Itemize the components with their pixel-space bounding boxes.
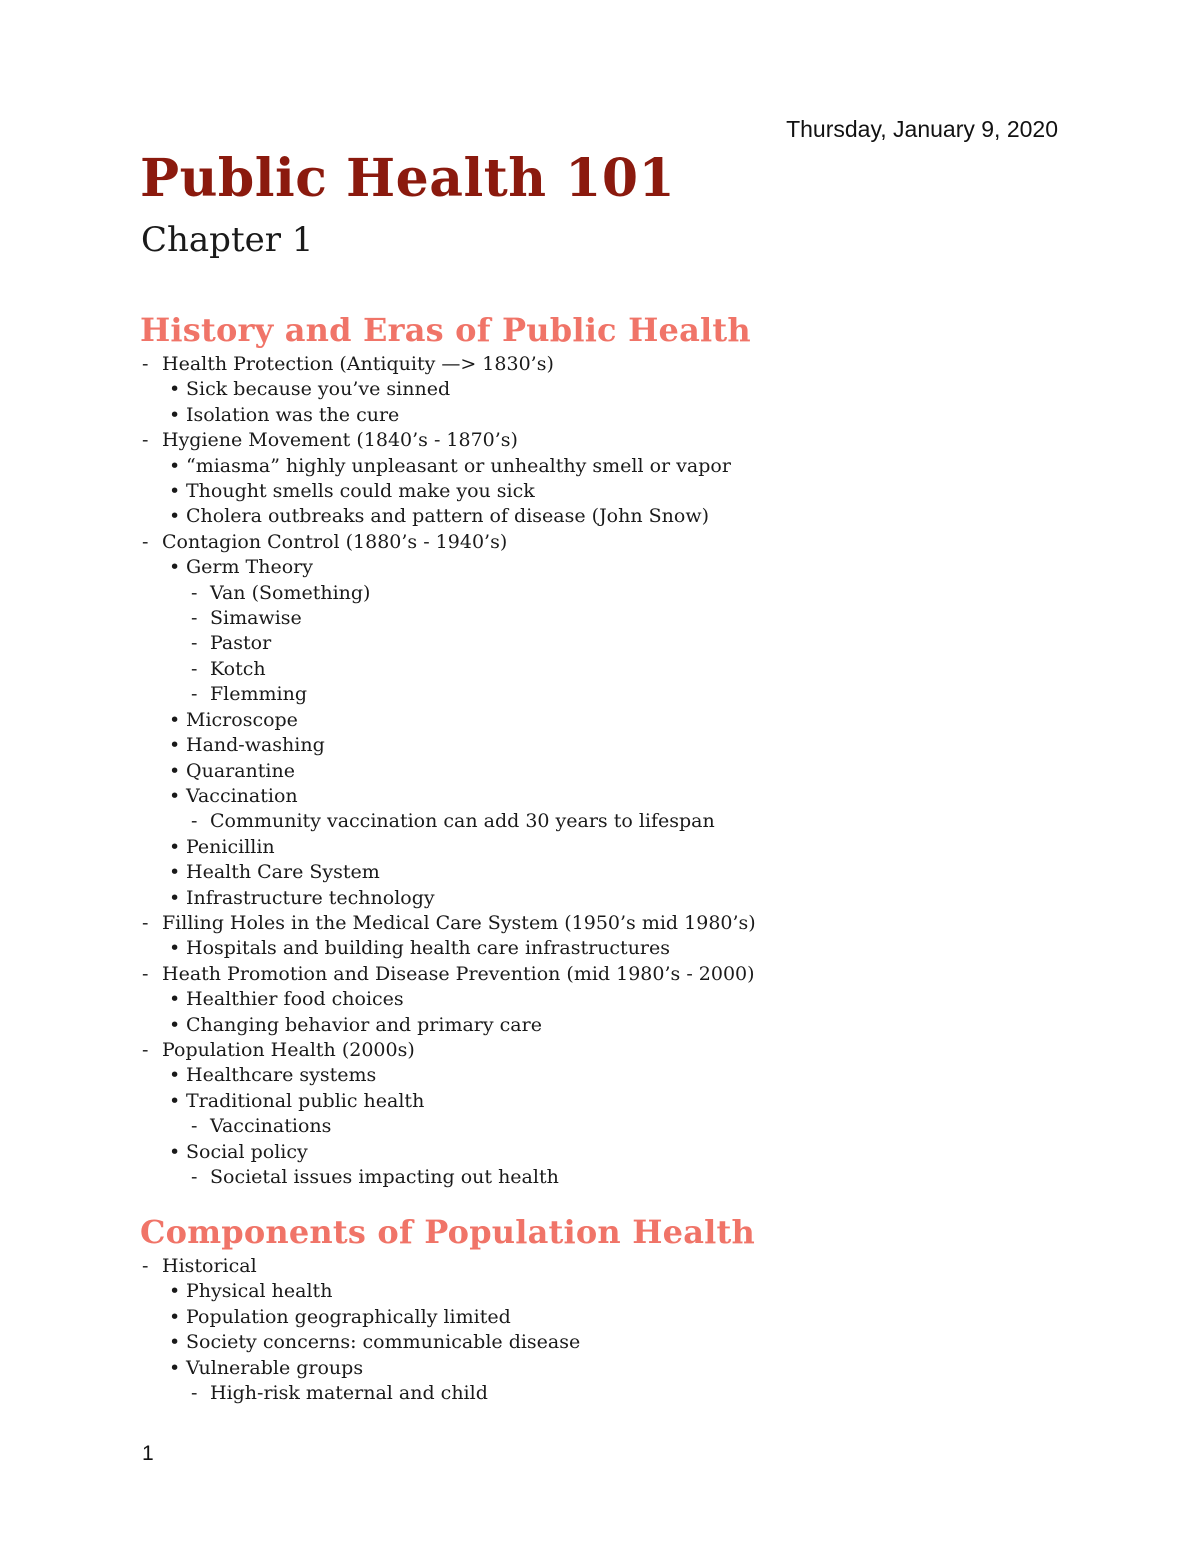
outline-list	[140, 1254, 1140, 1406]
bullet-item	[162, 555, 1140, 707]
bullet-list	[162, 377, 1140, 428]
outline-item	[140, 1038, 1140, 1190]
outline-item-text: Historical	[162, 1255, 257, 1277]
sub-item: - Societal issues impacting out health	[186, 1165, 1140, 1190]
bullet-item-text: Health Care System	[186, 861, 380, 884]
bullet-item-text: Hospitals and building health care infrastructures	[186, 937, 671, 960]
sub-item: - Vaccinations	[186, 1114, 1140, 1139]
bullet-item-text: Healthcare systems	[186, 1064, 377, 1087]
outline-item	[140, 428, 1140, 530]
bullet-list	[162, 1279, 1140, 1406]
outline-item	[140, 911, 1140, 962]
bullet-item	[162, 886, 1140, 911]
outline-item-text: Contagion Control (1880’s - 1940’s)	[162, 530, 508, 553]
bullet-item	[162, 1089, 1140, 1140]
bullet-item	[162, 479, 1140, 504]
document-title: Public Health 101	[140, 148, 676, 209]
bullet-list	[162, 987, 1140, 1038]
bullet-item-text: Vulnerable groups	[186, 1356, 364, 1379]
bullet-item-text: Healthier food choices	[186, 988, 404, 1011]
bullet-item-text: Microscope	[186, 708, 298, 731]
bullet-item-text: Penicillin	[186, 835, 275, 858]
bullet-item	[162, 504, 1140, 529]
bullet-item-text: Population geographically limited	[186, 1305, 511, 1328]
outline-item	[140, 1254, 1140, 1406]
bullet-item-text: Thought smells could make you sick	[186, 480, 535, 503]
sub-list	[186, 581, 1140, 708]
section-history-eras	[140, 308, 1140, 1190]
bullet-item-text: Society concerns: communicable disease	[186, 1331, 581, 1354]
bullet-item	[162, 377, 1140, 402]
bullet-item-text: Isolation was the cure	[186, 403, 400, 426]
bullet-item	[162, 1305, 1140, 1330]
sub-item: - Simawise	[186, 606, 1140, 631]
bullet-item-text: Social policy	[186, 1140, 308, 1163]
bullet-item	[162, 1140, 1140, 1191]
chapter-subtitle: Chapter 1	[141, 220, 314, 260]
section-heading: History and Eras of Public Health	[140, 311, 751, 349]
bullet-item-text: Vaccination	[186, 784, 298, 807]
bullet-item-text: Quarantine	[186, 759, 295, 782]
sub-item: - Kotch	[186, 657, 1140, 682]
bullet-list	[162, 936, 1140, 961]
bullet-list	[162, 1063, 1140, 1190]
sub-item: - High-risk maternal and child	[186, 1381, 1140, 1406]
bullet-item-text: Germ Theory	[186, 556, 313, 579]
bullet-item-text: Traditional public health	[186, 1089, 425, 1112]
outline-item-text: Filling Holes in the Medical Care System (1950’s mid 1980’s)	[162, 911, 756, 934]
bullet-item	[162, 835, 1140, 860]
bullet-item-text: Hand-washing	[186, 734, 325, 757]
bullet-item-text: Sick because you’ve sinned	[186, 378, 451, 401]
bullet-item	[162, 1063, 1140, 1088]
bullet-item	[162, 759, 1140, 784]
bullet-item-text: Cholera outbreaks and pattern of disease (John Snow)	[186, 505, 710, 528]
section-population-health-components	[140, 1210, 1140, 1406]
bullet-item-text: Infrastructure technology	[186, 886, 435, 909]
sub-list	[186, 1114, 1140, 1139]
bullet-item-text: Changing behavior and primary care	[186, 1013, 542, 1036]
bullet-item	[162, 1356, 1140, 1407]
bullet-item	[162, 860, 1140, 885]
outline-item-text: Population Health (2000s)	[162, 1038, 415, 1061]
sub-item: - Community vaccination can add 30 years to lifespan	[186, 809, 1140, 834]
outline-item-text: Health Protection (Antiquity —> 1830’s)	[162, 353, 554, 375]
bullet-item-text: Physical health	[186, 1280, 333, 1303]
sub-item: - Van (Something)	[186, 581, 1140, 606]
bullet-item	[162, 987, 1140, 1012]
section-heading: Components of Population Health	[140, 1213, 755, 1251]
bullet-item	[162, 733, 1140, 758]
bullet-item	[162, 1013, 1140, 1038]
bullet-item	[162, 403, 1140, 428]
bullet-list	[162, 555, 1140, 911]
bullet-item	[162, 1279, 1140, 1304]
bullet-item	[162, 708, 1140, 733]
sub-list	[186, 1165, 1140, 1190]
bullet-item	[162, 454, 1140, 479]
bullet-item	[162, 784, 1140, 835]
bullet-item-text: “miasma” highly unpleasant or unhealthy smell or vapor	[186, 454, 731, 477]
outline-item-text: Hygiene Movement (1840’s - 1870’s)	[162, 429, 518, 452]
bullet-item	[162, 936, 1140, 961]
page-number: 1	[142, 1442, 154, 1465]
sub-item: - Pastor	[186, 631, 1140, 656]
outline-item-text: Heath Promotion and Disease Prevention (mid 1980’s - 2000)	[162, 962, 755, 985]
outline-item	[140, 530, 1140, 911]
outline-list	[140, 352, 1140, 1190]
sub-item: - Flemming	[186, 682, 1140, 707]
bullet-list	[162, 454, 1140, 530]
outline-item	[140, 352, 1140, 428]
sub-list	[186, 1381, 1140, 1406]
document-date: Thursday, January 9, 2020	[786, 116, 1058, 142]
bullet-item	[162, 1330, 1140, 1355]
outline-item	[140, 962, 1140, 1038]
sub-list	[186, 809, 1140, 834]
